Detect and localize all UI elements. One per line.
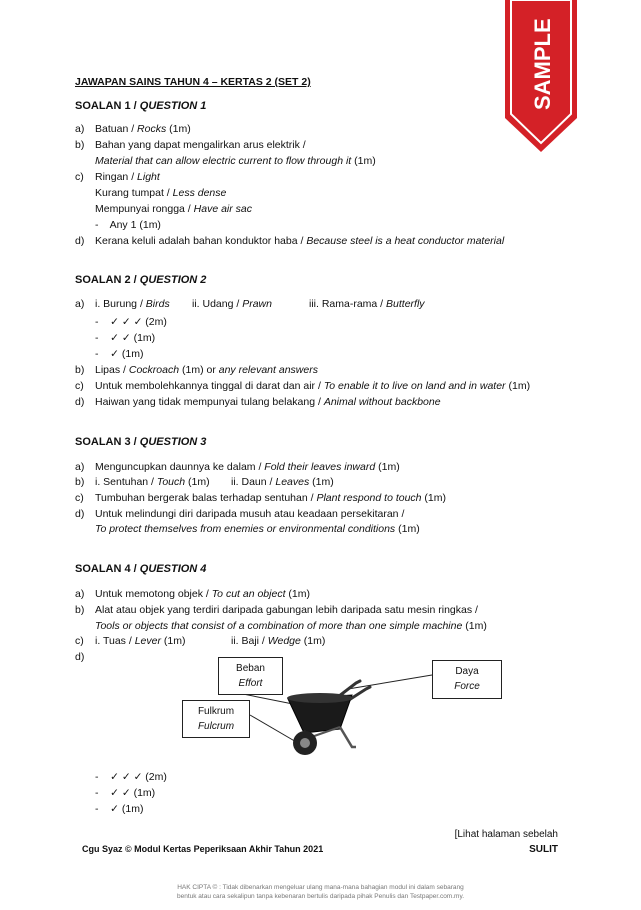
q1-d-letter: d)	[75, 235, 85, 247]
q2-a-iii: iii. Rama-rama / Butterfly	[309, 298, 425, 310]
q4-c-i: i. Tuas / Lever (1m)	[95, 635, 186, 647]
q3-heading: SOALAN 3 / QUESTION 3	[75, 436, 207, 448]
q2-tick-3: - ✓ (1m)	[95, 348, 144, 360]
label-load-en: Effort	[238, 678, 263, 689]
q1-b-line1: Bahan yang dapat mengalirkan arus elektrik /	[95, 139, 306, 151]
q2-a-letter: a)	[75, 298, 85, 310]
q3-d-line1: Untuk melindungi diri daripada musuh atau keadaan persekitaran /	[95, 508, 405, 520]
q2-b-answer: Lipas / Cockroach (1m) or any relevant answers	[95, 364, 318, 376]
q4-d-letter: d)	[75, 651, 85, 663]
q4-tick-1: - ✓ ✓ ✓ (2m)	[95, 771, 167, 783]
label-effort-box	[432, 660, 502, 699]
q1-d-answer: Kerana keluli adalah bahan konduktor haba / Because steel is a heat conductor material	[95, 235, 505, 247]
q1-c-line2: Kurang tumpat / Less dense	[95, 187, 227, 199]
q3-c-letter: c)	[75, 492, 84, 504]
label-fulcrum-en: Fulcrum	[197, 721, 235, 732]
q1-c-letter: c)	[75, 171, 84, 183]
q4-heading: SOALAN 4 / QUESTION 4	[75, 563, 207, 575]
q2-a-i: i. Burung / Birds	[95, 298, 170, 310]
q1-a-letter: a)	[75, 123, 85, 135]
q4-a-answer: Untuk memotong objek / To cut an object (1m)	[95, 588, 310, 600]
q2-tick-1: - ✓ ✓ ✓ (2m)	[95, 316, 167, 328]
q1-b-letter: b)	[75, 139, 85, 151]
q3-b-i: i. Sentuhan / Touch (1m)	[95, 476, 210, 488]
sample-stamp-text: SAMPLE	[530, 18, 555, 110]
q2-heading: SOALAN 2 / QUESTION 2	[75, 274, 207, 286]
q1-c-line1: Ringan / Light	[95, 171, 160, 183]
q2-b-letter: b)	[75, 364, 85, 376]
q2-d-letter: d)	[75, 396, 85, 408]
q4-b-line2: Tools or objects that consist of a combination of more than one simple machine (1m)	[95, 620, 487, 632]
q4-b-letter: b)	[75, 604, 85, 616]
q4-c-letter: c)	[75, 635, 84, 647]
q2-tick-2: - ✓ ✓ (1m)	[95, 332, 156, 344]
label-effort-ms: Daya	[455, 666, 479, 677]
q3-d-letter: d)	[75, 508, 85, 520]
q4-a-letter: a)	[75, 588, 85, 600]
q4-b-line1: Alat atau objek yang terdiri daripada gabungan lebih daripada satu mesin ringkas /	[95, 604, 478, 616]
q3-b-ii: ii. Daun / Leaves (1m)	[231, 476, 334, 488]
page-title: JAWAPAN SAINS TAHUN 4 – KERTAS 2 (SET 2)	[75, 76, 311, 88]
q4-tick-3: - ✓ (1m)	[95, 803, 144, 815]
sulit-label: SULIT	[529, 844, 558, 855]
q1-heading: SOALAN 1 / QUESTION 1	[75, 100, 207, 112]
author-credit: Cgu Syaz © Modul Kertas Peperiksaan Akhir Tahun 2021	[82, 844, 324, 854]
q1-c-line3: Mempunyai rongga / Have air sac	[95, 203, 252, 215]
q1-a-answer: Batuan / Rocks (1m)	[95, 123, 191, 135]
q3-a-answer: Menguncupkan daunnya ke dalam / Fold their leaves inward (1m)	[95, 461, 400, 473]
label-effort-en: Force	[454, 681, 480, 692]
q4-tick-2: - ✓ ✓ (1m)	[95, 787, 156, 799]
q3-b-letter: b)	[75, 476, 85, 488]
q2-c-answer: Untuk membolehkannya tinggal di darat dan air / To enable it to live on land and in water (1m)	[95, 380, 531, 392]
q2-d-answer: Haiwan yang tidak mempunyai tulang belakang / Animal without backbone	[95, 396, 441, 408]
q1-b-line2: Material that can allow electric current to flow through it (1m)	[95, 155, 376, 167]
q3-a-letter: a)	[75, 461, 85, 473]
next-page-note: [Lihat halaman sebelah	[454, 829, 558, 840]
sample-stamp	[505, 0, 577, 155]
q1-c-line4: - Any 1 (1m)	[95, 219, 161, 231]
label-fulcrum-ms: Fulkrum	[197, 706, 235, 717]
q3-c-answer: Tumbuhan bergerak balas terhadap sentuhan / Plant respond to touch (1m)	[95, 492, 447, 504]
copyright-line-1: HAK CIPTA © : Tidak dibenarkan mengeluar ulang mana-mana bahagian modul ini dalam sebarang	[177, 884, 464, 891]
label-fulcrum-box	[182, 700, 250, 738]
label-load-ms: Beban	[236, 663, 265, 674]
q2-a-ii: ii. Udang / Prawn	[192, 298, 272, 310]
q4-c-ii: ii. Baji / Wedge (1m)	[231, 635, 326, 647]
label-load-box	[218, 657, 283, 695]
copyright-line-2: bentuk atau cara sekalipun tanpa kebenaran bertulis daripada pihak Penulis dan Testpaper.com.my.	[176, 893, 465, 900]
q3-d-line2: To protect themselves from enemies or environmental conditions (1m)	[95, 523, 420, 535]
q2-c-letter: c)	[75, 380, 84, 392]
